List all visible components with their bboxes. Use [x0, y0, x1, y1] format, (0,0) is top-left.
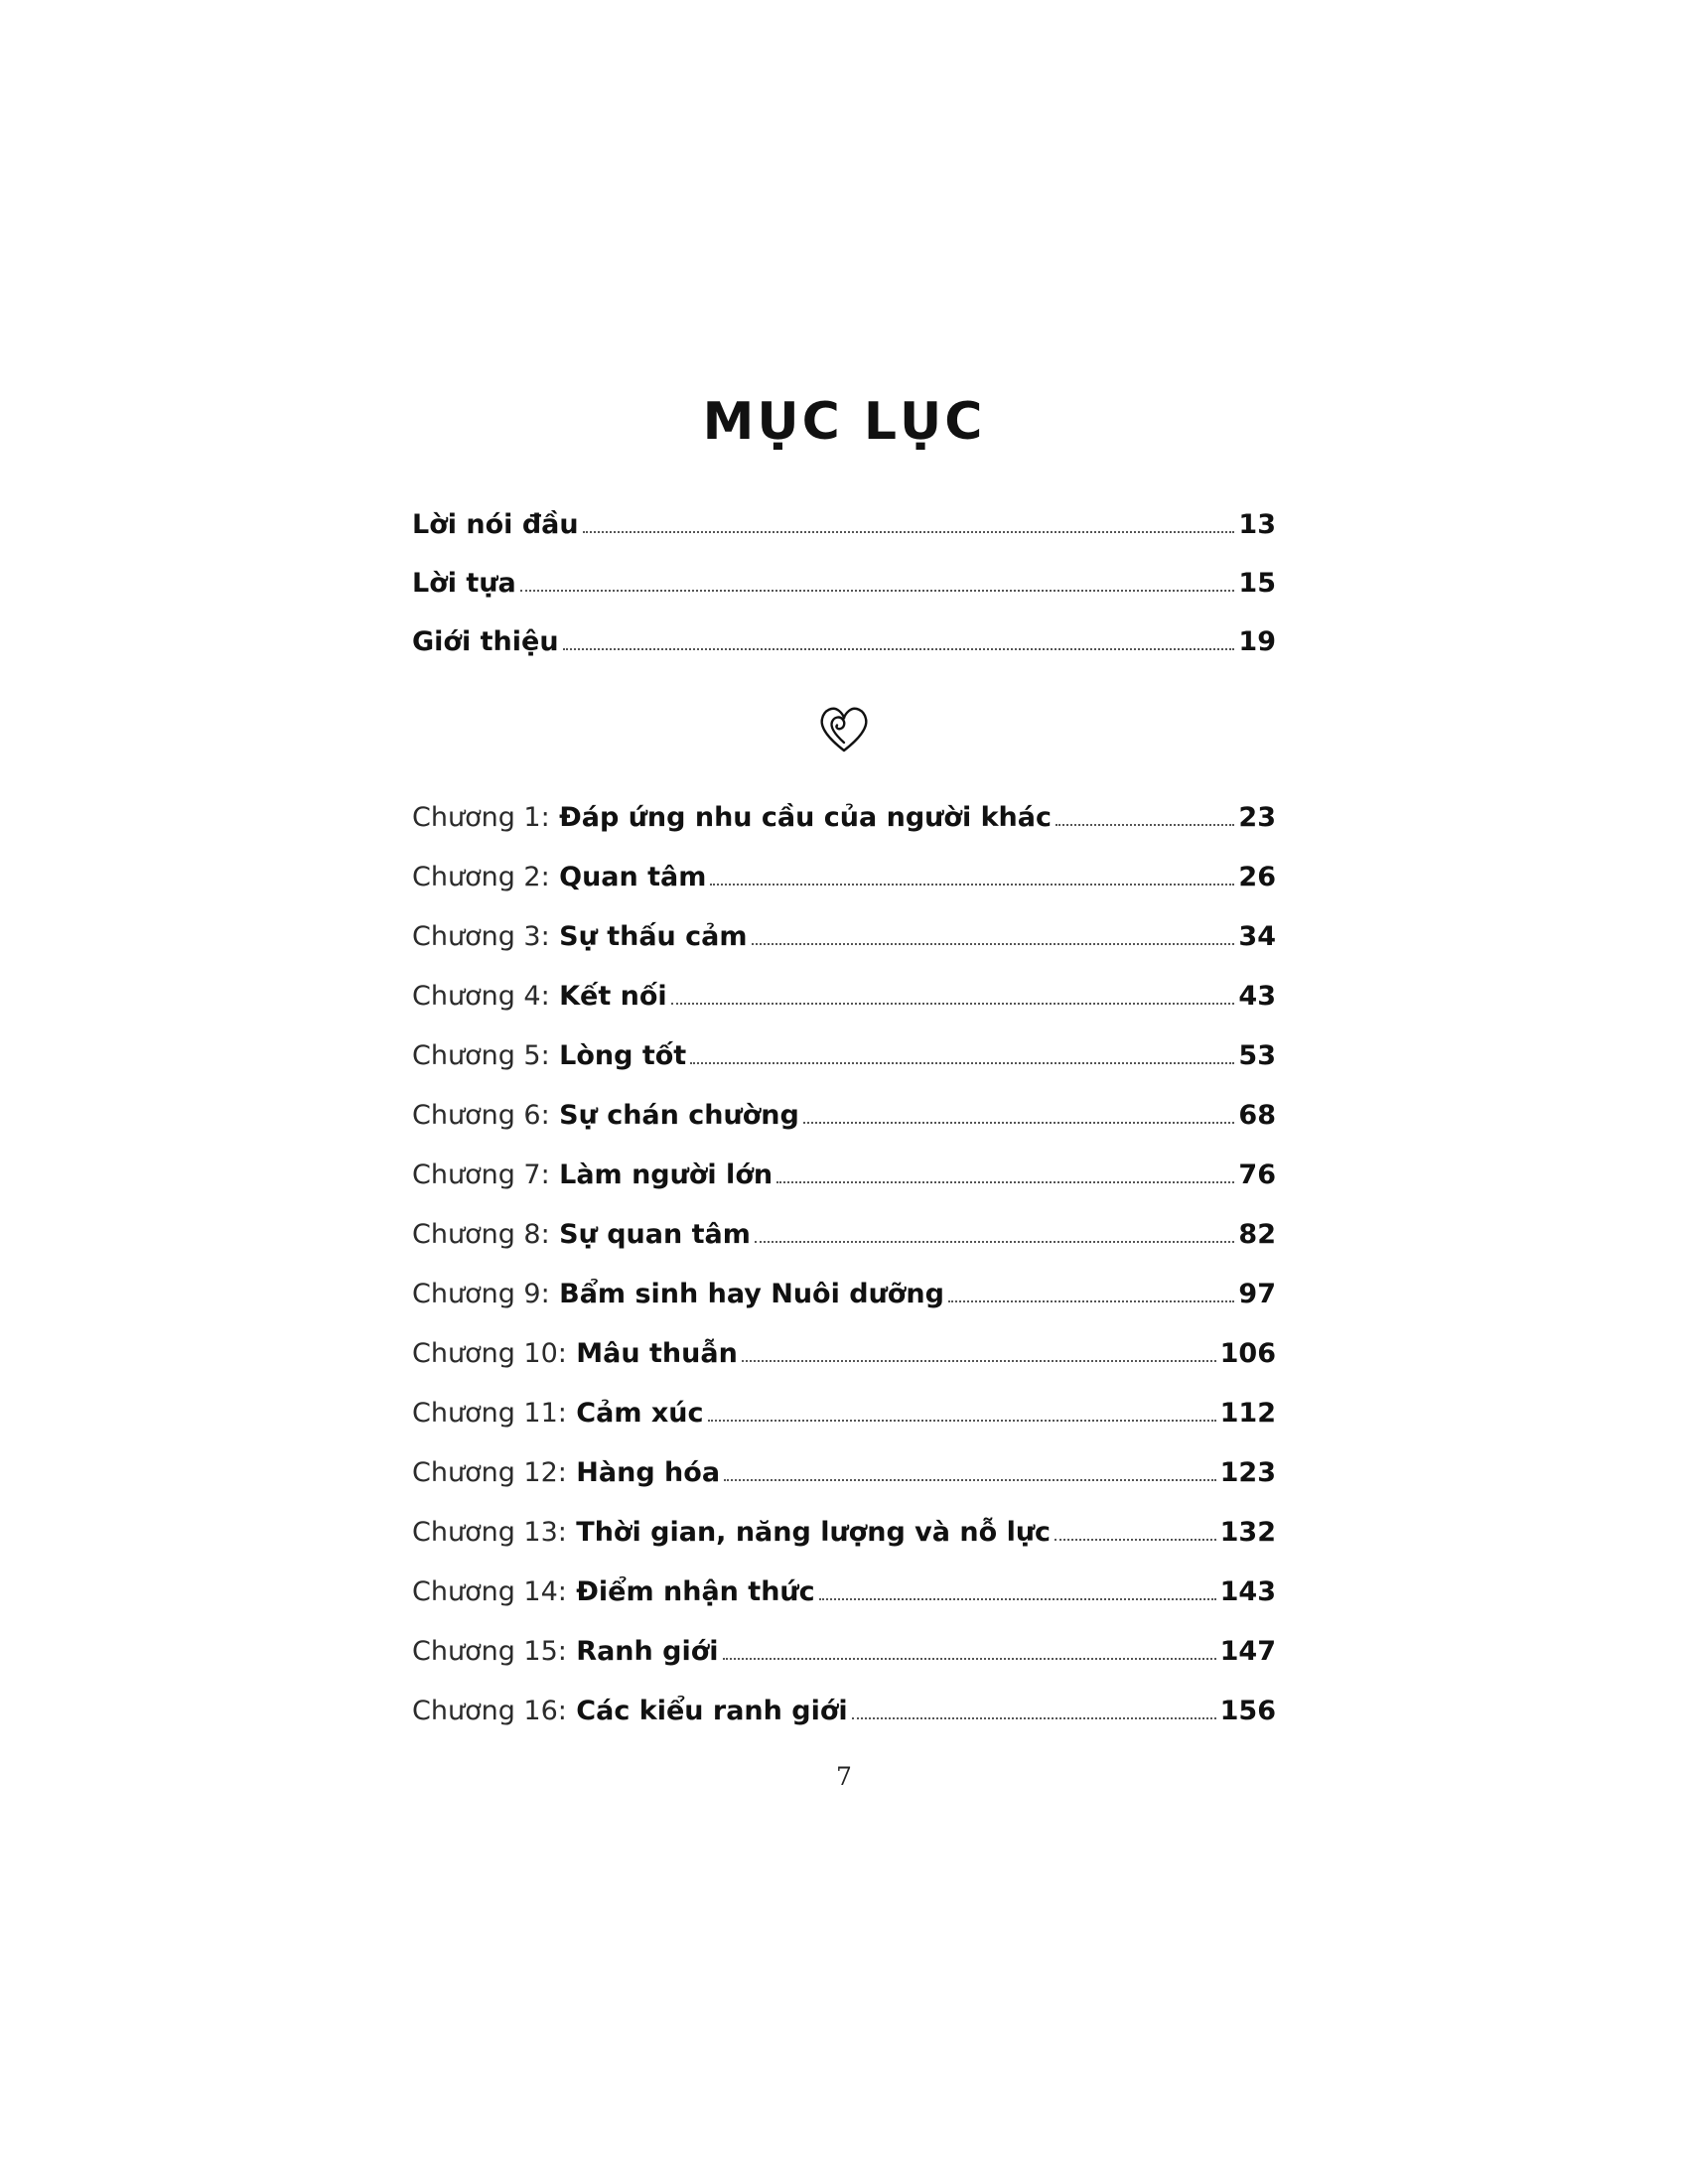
entry-page: 13: [1238, 509, 1276, 540]
chapter-number: Chương 3:: [412, 921, 550, 952]
entry-label: [412, 1400, 704, 1427]
leader-dots: [852, 1716, 1216, 1719]
chapter-number: Chương 5:: [412, 1040, 550, 1071]
entry-page: 68: [1238, 1100, 1276, 1131]
entry-page: 106: [1219, 1338, 1276, 1369]
leader-dots: [690, 1061, 1234, 1064]
entry-page: 82: [1238, 1219, 1276, 1250]
leader-dots: [948, 1299, 1235, 1302]
entry-label: Lời tựa: [412, 568, 516, 599]
entry-page: 123: [1219, 1457, 1276, 1488]
leader-dots: [755, 1240, 1235, 1243]
list-item[interactable]: [412, 1281, 1276, 1309]
entry-page: 156: [1219, 1696, 1276, 1726]
chapter-number: Chương 2:: [412, 862, 550, 892]
chapter-title: Kết nối: [559, 981, 667, 1012]
entry-label: [412, 923, 748, 950]
list-item[interactable]: [412, 1221, 1276, 1250]
entry-page: 15: [1238, 568, 1276, 599]
entry-label: Giới thiệu: [412, 626, 559, 657]
entry-page: 19: [1238, 626, 1276, 657]
entry-label: [412, 1102, 799, 1129]
page-number: 7: [836, 1762, 852, 1791]
chapter-title: Bẩm sinh hay Nuôi dưỡng: [559, 1279, 944, 1309]
chapter-number: Chương 9:: [412, 1279, 550, 1309]
chapter-number: Chương 1:: [412, 802, 550, 833]
list-item[interactable]: [412, 1459, 1276, 1488]
leader-dots: [708, 1419, 1216, 1422]
list-item[interactable]: [412, 511, 1276, 540]
leader-dots: [724, 1478, 1216, 1481]
leader-dots: [742, 1359, 1216, 1362]
front-matter-list: [412, 511, 1276, 657]
entry-page: 23: [1238, 802, 1276, 833]
entry-page: 147: [1219, 1636, 1276, 1667]
list-item[interactable]: [412, 1042, 1276, 1071]
chapter-title: Sự thấu cảm: [559, 921, 748, 952]
table-of-contents: [412, 392, 1276, 1757]
list-item[interactable]: [412, 1102, 1276, 1131]
entry-label: [412, 1519, 1051, 1546]
entry-label: [412, 1459, 720, 1486]
chapter-number: Chương 4:: [412, 981, 550, 1012]
list-item[interactable]: [412, 983, 1276, 1012]
leader-dots: [1055, 1538, 1216, 1541]
list-item[interactable]: [412, 1340, 1276, 1369]
leader-dots: [776, 1180, 1234, 1183]
entry-page: 132: [1219, 1517, 1276, 1548]
list-item[interactable]: [412, 864, 1276, 892]
chapter-title: Sự quan tâm: [559, 1219, 751, 1250]
chapter-title: Thời gian, năng lượng và nỗ lực: [576, 1517, 1052, 1548]
list-item[interactable]: [412, 1161, 1276, 1190]
chapter-title: Làm người lớn: [559, 1160, 774, 1190]
entry-page: 97: [1238, 1279, 1276, 1309]
chapter-list: [412, 804, 1276, 1726]
list-item[interactable]: [412, 804, 1276, 833]
list-item[interactable]: [412, 923, 1276, 952]
chapter-number: Chương 12:: [412, 1457, 567, 1488]
entry-label: [412, 1221, 751, 1248]
entry-label: [412, 1281, 944, 1307]
entry-label: [412, 1340, 738, 1367]
entry-label: [412, 864, 706, 890]
chapter-title: Mâu thuẫn: [576, 1338, 738, 1369]
chapter-number: Chương 8:: [412, 1219, 550, 1250]
entry-label: [412, 983, 667, 1010]
chapter-title: Đáp ứng nhu cầu của người khác: [559, 802, 1052, 833]
chapter-title: Quan tâm: [559, 862, 707, 892]
leader-dots: [671, 1002, 1235, 1005]
chapter-number: Chương 6:: [412, 1100, 550, 1131]
chapter-title: Sự chán chường: [559, 1100, 799, 1131]
list-item[interactable]: [412, 1698, 1276, 1726]
leader-dots: [1055, 823, 1234, 826]
entry-label: [412, 1638, 719, 1665]
leader-dots: [710, 883, 1234, 886]
list-item[interactable]: [412, 1400, 1276, 1429]
heart-swirl-ornament: [412, 703, 1276, 758]
chapter-number: Chương 13:: [412, 1517, 567, 1548]
chapter-title: Điểm nhận thức: [576, 1576, 815, 1607]
entry-page: 26: [1238, 862, 1276, 892]
entry-label: [412, 804, 1052, 831]
list-item[interactable]: [412, 1638, 1276, 1667]
page-title: MỤC LỤC: [702, 392, 986, 452]
leader-dots: [563, 647, 1235, 650]
entry-label: [412, 1698, 848, 1724]
list-item[interactable]: [412, 628, 1276, 657]
leader-dots: [752, 942, 1235, 945]
leader-dots: [583, 530, 1235, 533]
chapter-title: Lòng tốt: [559, 1040, 687, 1071]
leader-dots: [520, 589, 1235, 592]
entry-page: 43: [1238, 981, 1276, 1012]
chapter-number: Chương 7:: [412, 1160, 550, 1190]
list-item[interactable]: [412, 570, 1276, 599]
chapter-title: Các kiểu ranh giới: [576, 1696, 848, 1726]
entry-page: 143: [1219, 1576, 1276, 1607]
leader-dots: [819, 1597, 1216, 1600]
entry-page: 53: [1238, 1040, 1276, 1071]
chapter-number: Chương 10:: [412, 1338, 567, 1369]
entry-label: Lời nói đầu: [412, 509, 579, 540]
list-item[interactable]: [412, 1519, 1276, 1548]
entry-page: 112: [1219, 1398, 1276, 1429]
entry-label: [412, 1578, 815, 1605]
entry-label: [412, 1161, 773, 1188]
chapter-title: Hàng hóa: [576, 1457, 721, 1488]
entry-page: 34: [1238, 921, 1276, 952]
chapter-title: Cảm xúc: [576, 1398, 704, 1429]
entry-page: 76: [1238, 1160, 1276, 1190]
entry-label: [412, 1042, 686, 1069]
list-item[interactable]: [412, 1578, 1276, 1607]
chapter-number: Chương 16:: [412, 1696, 567, 1726]
chapter-title: Ranh giới: [576, 1636, 719, 1667]
chapter-number: Chương 11:: [412, 1398, 567, 1429]
leader-dots: [803, 1121, 1235, 1124]
leader-dots: [723, 1657, 1216, 1660]
chapter-number: Chương 15:: [412, 1636, 567, 1667]
chapter-number: Chương 14:: [412, 1576, 567, 1607]
